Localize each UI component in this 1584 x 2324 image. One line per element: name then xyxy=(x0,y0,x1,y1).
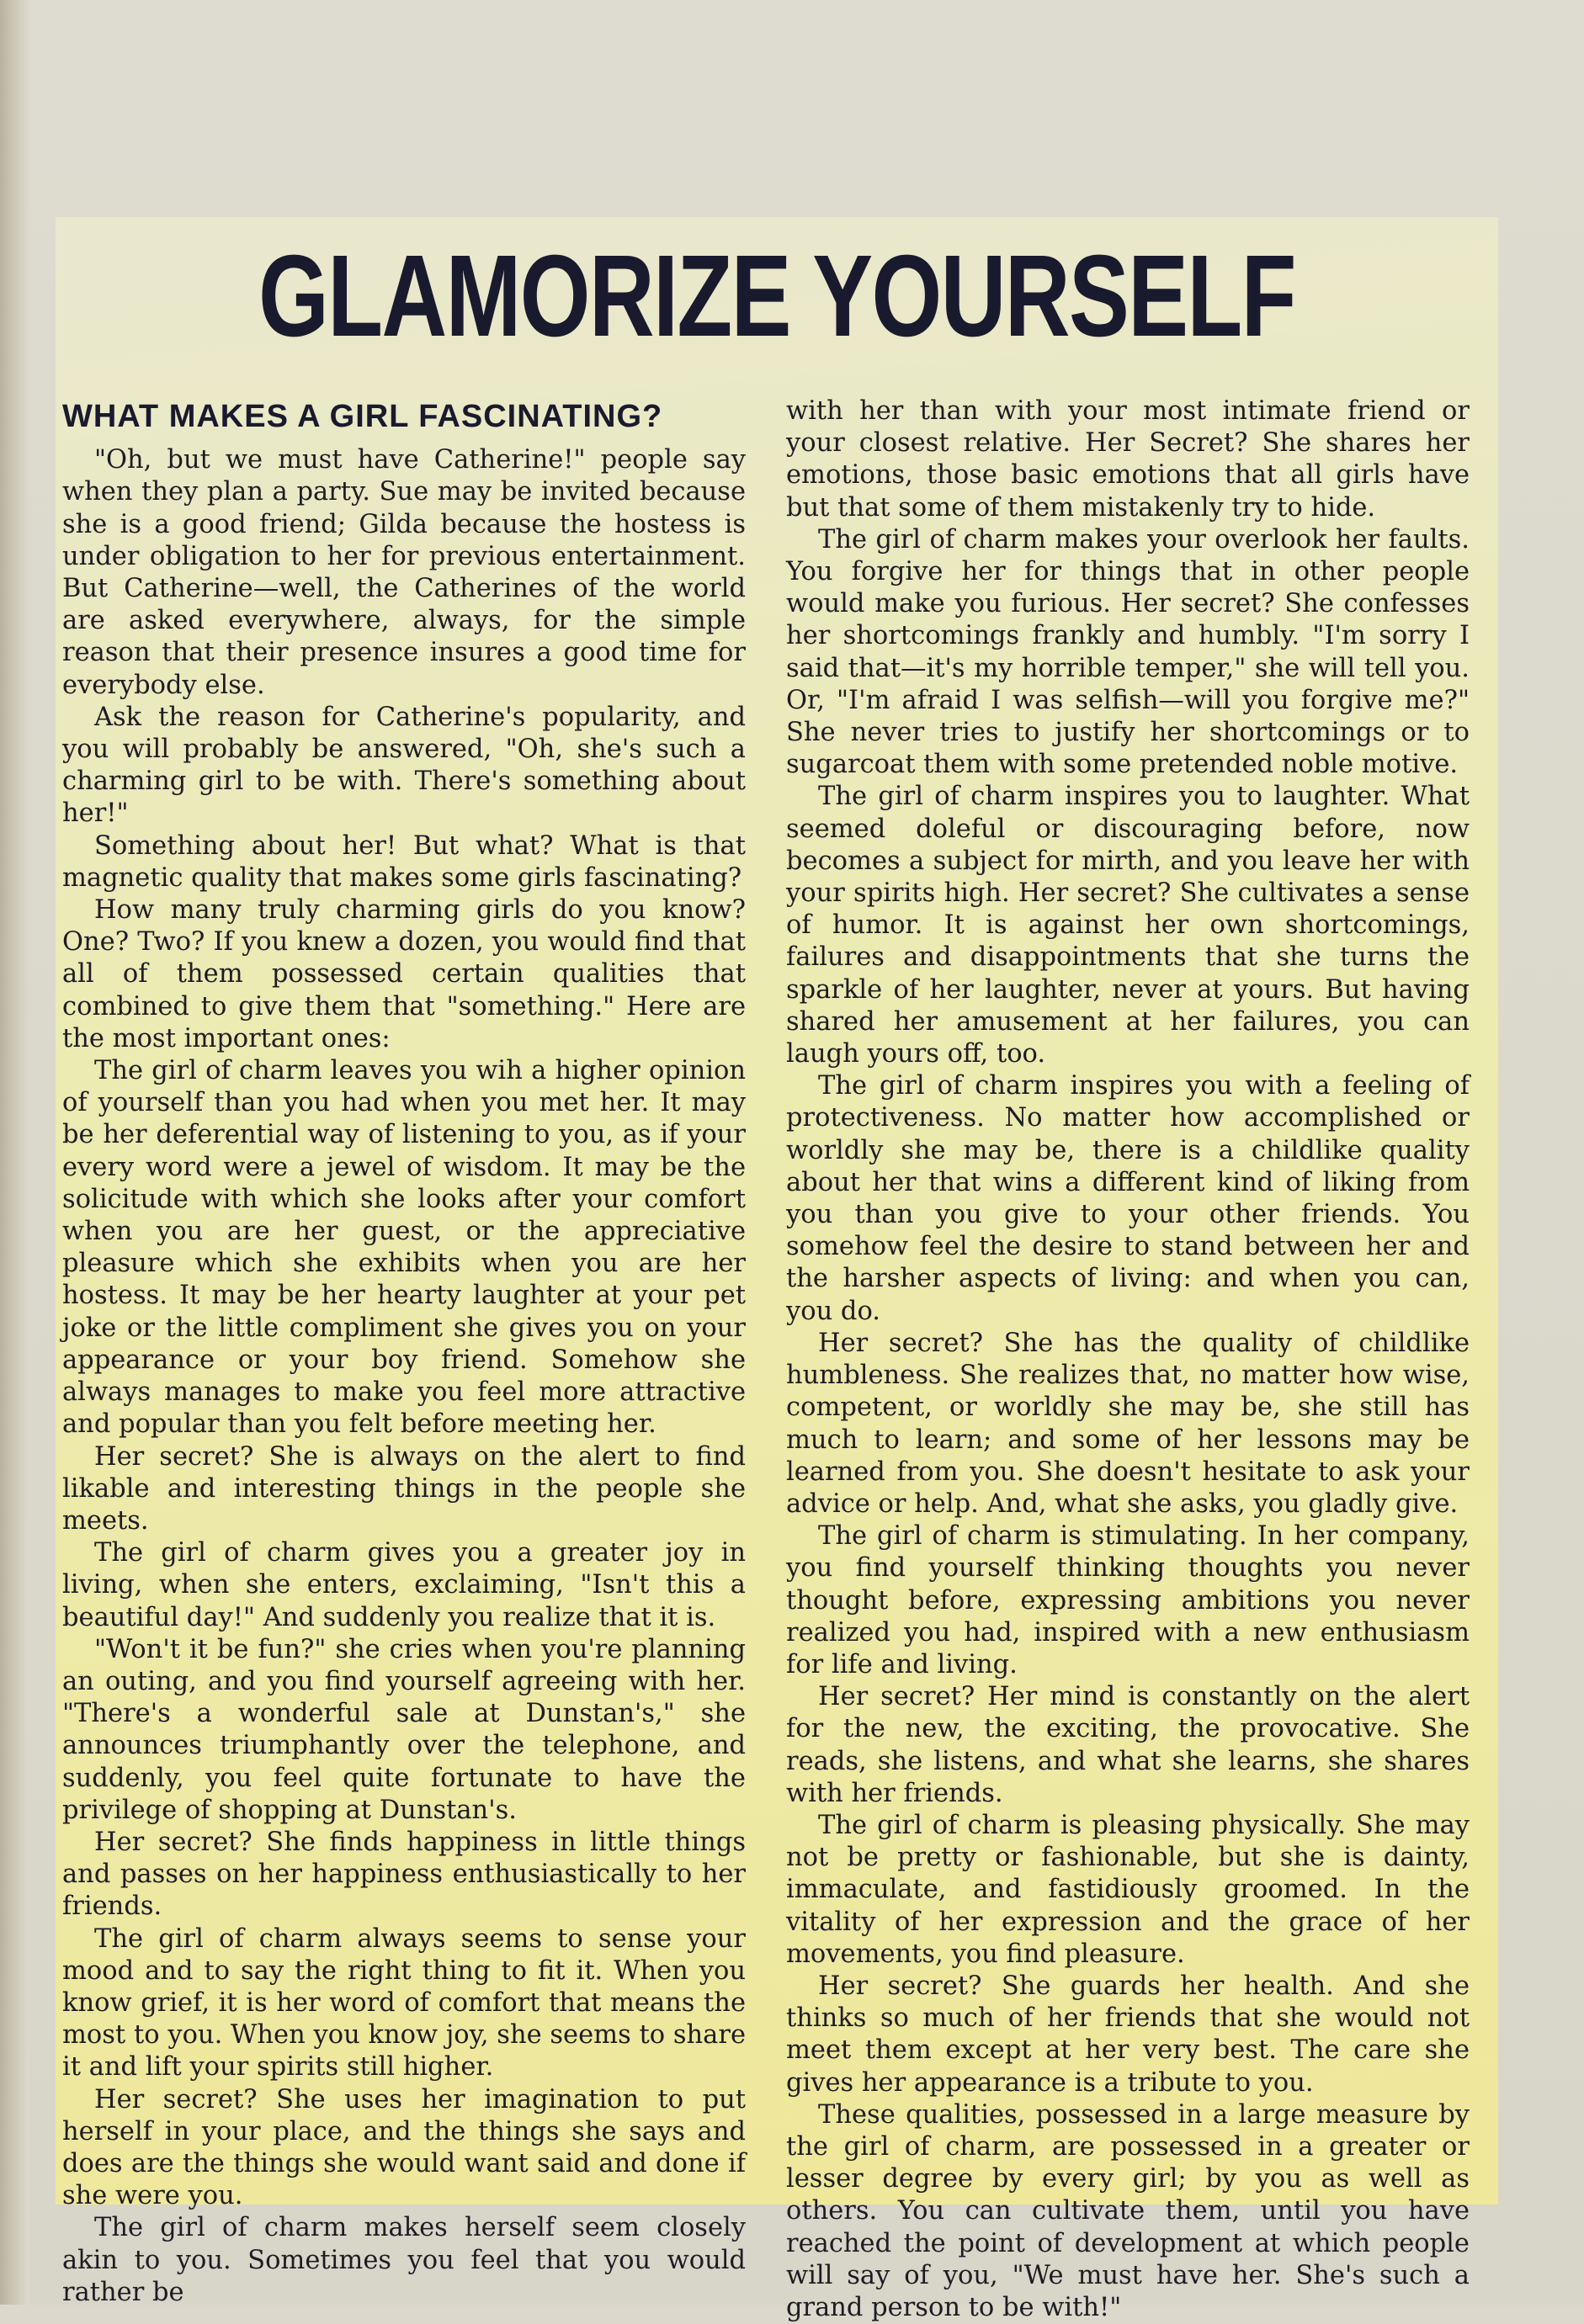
paragraph: How many truly charming girls do you know? One? Two? If you knew a dozen, you would find that all of them possessed certain qualities that combined to give them that "something." Here are the most important ones: xyxy=(62,895,746,1053)
paragraph: Ask the reason for Catherine's popularity, and you will probably be answered, "Oh, she's such a charming girl to be with. There's something about her!" xyxy=(62,702,746,829)
paragraph-continued: with her than with your most intimate friend or your closest relative. Her Secret? She shares her emotions, those basic emotions that all girls have but that some of them mistakenly try to hide. xyxy=(786,396,1470,523)
paragraph: These qualities, possessed in a large measure by the girl of charm, are possessed in a greater or lesser degree by every girl; by you as well as others. You can cultivate them, until you have reached the point of development at which people will say of you, "We must have her. She's such a grand person to be with!" xyxy=(786,2099,1470,2322)
paragraph: Her secret? She has the quality of childlike humbleness. She realizes that, no matter how wise, competent, or worldly she may be, she still has much to learn; and some of her lessons may be learned from you. She doesn't hesitate to ask your advice or help. And, what she asks, you gladly give. xyxy=(786,1328,1470,1519)
paragraph: The girl of charm always seems to sense your mood and to say the right thing to fit it. When you know grief, it is her word of comfort that means the most to you. When you know joy, she seems to share it and lift your spirits still higher. xyxy=(62,1923,746,2083)
page-binding-edge xyxy=(0,0,29,2305)
paragraph: Her secret? Her mind is constantly on the alert for the new, the exciting, the provocative. She reads, she listens, and what she learns, she shares with her friends. xyxy=(786,1682,1470,1808)
left-column xyxy=(62,392,746,2309)
paragraph: Her secret? She guards her health. And she thinks so much of her friends that she would not meet them except at her very best. The care she gives her appearance is a tribute to you. xyxy=(786,1971,1470,2098)
paragraph: The girl of charm is pleasing physically. She may not be pretty or fashionable, but she is dainty, immaculate, and fastidiously groomed. In the vitality of her expression and the grace of her movements, you find pleasure. xyxy=(786,1810,1470,1969)
paragraph: Her secret? She is always on the alert to find likable and interesting things in the people she meets. xyxy=(62,1441,746,1536)
article-title: GLAMORIZE YOURSELF xyxy=(258,231,1295,361)
paragraph: Her secret? She uses her imagination to put herself in your place, and the things she says and does are the things she would want said and done if she were you. xyxy=(62,2084,746,2211)
right-column xyxy=(786,395,1470,2324)
paragraph: The girl of charm gives you a greater joy in living, when she enters, exclaiming, "Isn't this a beautiful day!" And suddenly you realize that it is. xyxy=(62,1538,746,1632)
article-panel xyxy=(56,217,1498,2322)
paragraph: The girl of charm is stimulating. In her company, you find yourself thinking thoughts you never thought before, expressing ambitions you never realized you had, inspired with a new enthusiasm for life and living. xyxy=(786,1521,1470,1679)
paragraph: The girl of charm inspires you with a feeling of protectiveness. No matter how accomplished or worldly she may be, there is a childlike quality about her that wins a different kind of liking from you than you give to your other friends. You somehow feel the desire to stand between her and the harsher aspects of living: and when you can, you do. xyxy=(786,1071,1470,1326)
section-subheading: WHAT MAKES A GIRL FASCINATING? xyxy=(62,399,663,434)
paragraph: The girl of charm makes your overlook her faults. You forgive her for things that in other people would make you furious. Her secret? She confesses her shortcomings frankly and humbly. "I'm sorry I said that—it's my horrible temper," she will tell you. Or, "I'm afraid I was selfish—will you forgive me?" She never tries to justify her shortcomings or to sugarcoat them with some pretended noble motive. xyxy=(786,524,1470,780)
paragraph: "Oh, but we must have Catherine!" people say when they plan a party. Sue may be invited because she is a good friend; Gilda because the hostess is under obligation to her for previous entertainment. But Catherine—well, the Catherines of the world are asked everywhere, always, for the simple reason that their presence insures a good time for everybody else. xyxy=(62,445,746,700)
paragraph: Something about her! But what? What is that magnetic quality that makes some girls fascinating? xyxy=(62,830,746,893)
paragraph: The girl of charm makes herself seem closely akin to you. Sometimes you feel that you would rather be xyxy=(62,2213,746,2307)
paragraph: The girl of charm inspires you to laughter. What seemed doleful or discouraging before, now becomes a subject for mirth, and you leave her with your spirits high. Her secret? She cultivates a sense of humor. It is against her own shortcomings, failures and disappointments that she turns the sparkle of her laughter, never at yours. But having shared her amusement at her failures, you can laugh yours off, too. xyxy=(786,782,1470,1069)
paragraph: "Won't it be fun?" she cries when you're planning an outing, and you find yourself agreeing with her. "There's a wonderful sale at Dunstan's," she announces triumphantly over the telephone, and suddenly, you feel quite fortunate to have the privilege of shopping at Dunstan's. xyxy=(62,1634,746,1825)
paragraph: The girl of charm leaves you wih a higher opinion of yourself than you had when you met her. It may be her deferential way of listening to you, as if your every word were a jewel of wisdom. It may be the solicitude with which she looks after your comfort when you are her guest, or the appreciative pleasure which she exhibits when you are her hostess. It may be her hearty laughter at your pet joke or the little compliment she gives you on your appearance or your boy friend. Somehow she always manages to make you feel more attractive and popular than you felt before meeting her. xyxy=(62,1056,746,1440)
paragraph: Her secret? She finds happiness in little things and passes on her happiness enthusiastically to her friends. xyxy=(62,1827,746,1922)
